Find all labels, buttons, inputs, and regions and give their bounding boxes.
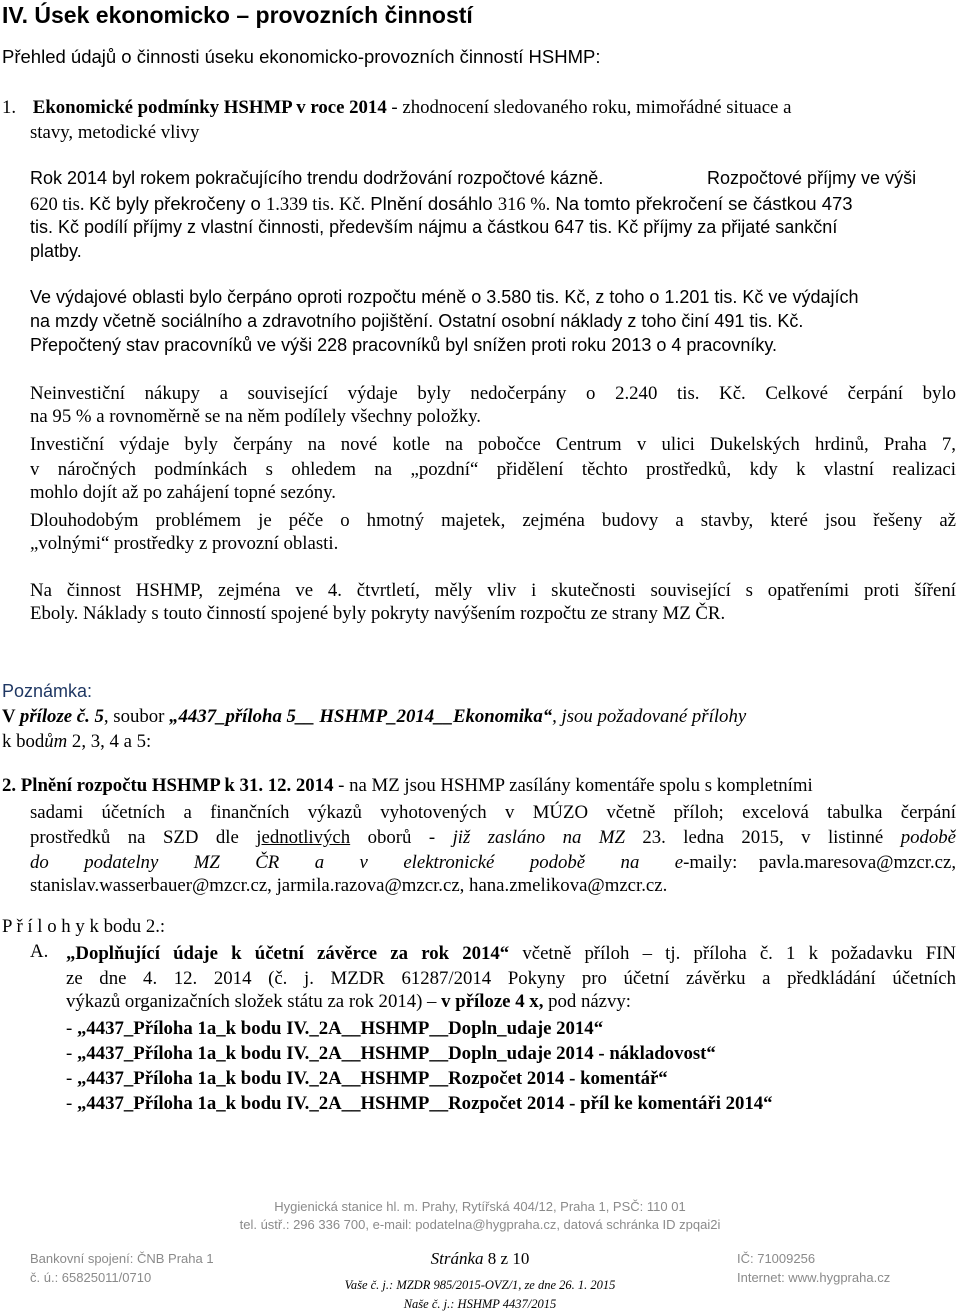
section2-title: 2. Plnění rozpočtu HSHMP k 31. 12. 2014 (2, 775, 334, 796)
page-number (0, 1249, 960, 1269)
note-line2-um: ům (44, 731, 68, 752)
note-line2 (2, 731, 151, 753)
section2-line3-i2: podobě (900, 827, 956, 848)
section2-line3 (30, 825, 956, 850)
section2-line3-c: 23. ledna 2015, v listinné (624, 827, 901, 848)
p1-line2-c: 1.339 tis. Kč. (265, 195, 366, 215)
p2-line1: Ve výdajové oblasti bylo čerpáno oproti rozpočtu méně o 3.580 tis. Kč, z toho o 1.201 tis. Kč ve výdajích (30, 287, 859, 307)
attachment-a-line3 (66, 991, 631, 1013)
section2-line3-i: již zasláno na MZ (452, 827, 625, 848)
section2-line1-rest: - na MZ jsou HSHMP zasílány komentáře spolu s kompletními (333, 775, 813, 796)
section2-line3-a: prostředků na SZD dle (30, 827, 257, 848)
note-line1 (2, 706, 956, 728)
note-line2-a: k bod (2, 731, 45, 752)
attachment-a-line3-a: výkazů organizačních složek státu za rok 2014) – (66, 991, 442, 1012)
p4-line1-text: Investiční výdaje byly čerpány na nové kotle na pobočce Centrum v ulici Dukelských hrdinů, Praha 7, (30, 434, 956, 455)
attachment-a-line1 (66, 941, 956, 966)
p1-line2 (30, 193, 853, 216)
section2-line4-text (30, 850, 956, 875)
p5-line1-text: Dlouhodobým problémem je péče o hmotný majetek, zejména budovy a stavby, které jsou řešeny až (30, 510, 956, 531)
note-soubor: , soubor (103, 706, 170, 727)
p1-line1-tail: Rozpočtové příjmy ve výši (707, 168, 917, 188)
attachment-list (66, 1016, 773, 1116)
attachments-label: P ř í l o h y k bodu 2.: (2, 916, 166, 937)
attachment-item-label: „4437_Příloha 1a_k bodu IV._2A__HSHMP__Rozpočet 2014 - příl ke komentáři 2014“ (76, 1093, 773, 1114)
page-label: Stránka (430, 1249, 484, 1268)
section2-line4-i: do podatelny MZ ČR a v elektronické podobě na e- (30, 852, 690, 873)
page-total: 10 (512, 1249, 530, 1268)
footer-ref2 (0, 1297, 960, 1312)
page-of: z (500, 1249, 509, 1268)
section1-heading-line2: stavy, metodické vlivy (30, 122, 200, 143)
footer-ico: IČ: 71009256 (737, 1251, 816, 1266)
note-rest: , jsou požadované přílohy (552, 706, 747, 727)
footer-ref1-label: Vaše č. j. (344, 1278, 390, 1292)
attachment-a-line3-c: pod názvy: (543, 991, 632, 1012)
footer-ref2-value: : HSHMP 4437/2015 (450, 1297, 557, 1311)
note-file: „4437_příloha 5__ HSHMP_2014__Ekonomika“ (169, 706, 553, 727)
attachment-item: - „4437_Příloha 1a_k bodu IV._2A__HSHMP__Dopln_udaje 2014“ (66, 1018, 604, 1039)
section2-line5: stanislav.wasserbauer@mzcr.cz, jarmila.razova@mzcr.cz, hana.zmelikova@mzcr.cz. (30, 875, 668, 896)
footer-bank-line2: č. ú.: 65825011/0710 (30, 1270, 152, 1285)
note-line2-b: 2, 3, 4 a 5: (67, 731, 152, 752)
intro-text: Přehled údajů o činnosti úseku ekonomicko-provozních činností HSHMP: (2, 46, 601, 67)
p4-line3: mohlo dojít až po zahájení topné sezóny. (30, 482, 336, 503)
footer-ref1-value: : MZDR 985/2015-OVZ/1, ze dne 26. 1. 2015 (389, 1278, 616, 1292)
p3-line1-text: Neinvestiční nákupy a související výdaje byly nedočerpány o 2.240 tis. Kč. Celkové čerpání bylo (30, 383, 956, 404)
footer-bank-line1: Bankovní spojení: ČNB Praha 1 (30, 1251, 214, 1266)
attachment-item: - „4437_Příloha 1a_k bodu IV._2A__HSHMP__Rozpočet 2014 - komentář“ (66, 1068, 668, 1089)
attachment-a-bold: „Doplňující údaje k účetní závěrce za rok 2014“ (66, 943, 510, 964)
section2-line4-b: maily: pavla.maresova@mzcr.cz, (689, 852, 957, 873)
footer-org-line2: tel. ústř.: 296 336 700, e-mail: podatelna@hygpraha.cz, datová schránka ID zpqai2i (239, 1217, 721, 1232)
p1-line4: platby. (30, 241, 82, 261)
p1-line1 (30, 168, 603, 189)
attachment-item: - „4437_Příloha 1a_k bodu IV._2A__HSHMP__Rozpočet 2014 - příl ke komentáři 2014“ (66, 1093, 773, 1114)
attachment-item-label: „4437_Příloha 1a_k bodu IV._2A__HSHMP__Rozpočet 2014 - komentář“ (76, 1068, 668, 1089)
p3-line2: na 95 % a rovnoměrně se na něm podílely všechny položky. (30, 406, 481, 427)
p2-line3: Přepočtený stav pracovníků ve výši 228 pracovníků byl snížen proti roku 2013 o 4 pracovníky. (30, 335, 778, 355)
section2-line3-u: jednotlivých (256, 827, 351, 848)
section2-line2 (30, 800, 956, 825)
attachment-a-line3-b: v příloze 4 x, (441, 991, 544, 1012)
p3-line1 (30, 381, 956, 406)
section2-line1 (2, 775, 813, 797)
footer-ref2-label: Naše č. j. (403, 1297, 451, 1311)
attachment-a-line2 (66, 966, 956, 991)
section1-title-rest: - zhodnocení sledovaného roku, mimořádné situace a (386, 97, 792, 118)
attachment-a-line1-text (66, 941, 956, 966)
footer-internet: Internet: www.hygpraha.cz (737, 1270, 891, 1285)
note-priloze: příloze č. 5 (19, 706, 104, 727)
section1-title: Ekonomické podmínky HSHMP v roce 2014 (32, 97, 387, 118)
attachment-item-label: „4437_Příloha 1a_k bodu IV._2A__HSHMP__Dopln_udaje 2014“ (76, 1018, 604, 1039)
p1-line2-f: Na tomto překročení se částkou 473 (550, 193, 853, 214)
attachment-a-line2-text: ze dne 4. 12. 2014 (č. j. MZDR 61287/2014 Pokyny pro účetní závěrku a předkládání účetních (66, 968, 956, 989)
note-v: V (2, 706, 20, 727)
p4-line2 (30, 457, 956, 482)
p4-line2-text: v náročných podmínkách s ohledem na „pozdní“ přidělení těchto prostředků, kdy k vlastní realizaci (30, 459, 956, 480)
p1-line2-d: Plnění dosáhlo (365, 193, 498, 214)
p1-line3: tis. Kč podílí příjmy z vlastní činnosti, především nájmu a částkou 647 tis. Kč příjmy za přijaté sankční (30, 217, 838, 237)
p1-line2-b: Kč byly překročeny o (89, 193, 266, 214)
attachment-item-label: „4437_Příloha 1a_k bodu IV._2A__HSHMP__Dopln_udaje 2014 - nákladovost“ (76, 1043, 716, 1064)
p5-line2: „volnými“ prostředky z provozní oblasti. (30, 533, 339, 554)
p1-line2-e: 316 %. (497, 195, 551, 215)
p6-line1-text: Na činnost HSHMP, zejména ve 4. čtvrtletí, měly vliv i skutečnosti související s opatřeními proti šíření (30, 580, 956, 601)
page-title: IV. Úsek ekonomicko – provozních činností (2, 2, 473, 28)
note-label: Poznámka: (2, 681, 93, 701)
p6-line2: Eboly. Náklady s touto činností spojené byly pokryty navýšením rozpočtu ze strany MZ ČR. (30, 603, 726, 624)
section2-line2-text: sadami účetních a finančních výkazů vyhotovených v MÚZO včetně příloh; excelová tabulka čerpání (30, 802, 956, 823)
attachment-a-letter: A. (30, 941, 49, 962)
p5-line1 (30, 508, 956, 533)
p1-line1-main: Rok 2014 byl rokem pokračujícího trendu dodržování rozpočtové kázně. (30, 168, 604, 188)
section2-line3-text (30, 825, 956, 850)
section2-line3-b: oborů - (350, 827, 453, 848)
p1-line2-a: 620 tis. (30, 195, 90, 215)
section1-heading (2, 95, 791, 120)
p2-line2: na mzdy včetně sociálního a zdravotního pojištění. Ostatní osobní náklady z toho činí 491 tis. Kč. (30, 311, 804, 331)
attachment-item: - „4437_Příloha 1a_k bodu IV._2A__HSHMP__Dopln_udaje 2014 - nákladovost“ (66, 1043, 716, 1064)
p4-line1 (30, 432, 956, 457)
section1-number: 1. (2, 97, 17, 118)
page-current: 8 (487, 1249, 497, 1268)
footer-org-line1: Hygienická stanice hl. m. Prahy, Rytířská 404/12, Praha 1, PSČ: 110 01 (274, 1199, 686, 1214)
p6-line1 (30, 578, 956, 603)
attachment-a-rest: včetně příloh – tj. příloha č. 1 k požadavku FIN (509, 943, 956, 964)
section2-line4 (30, 850, 956, 875)
